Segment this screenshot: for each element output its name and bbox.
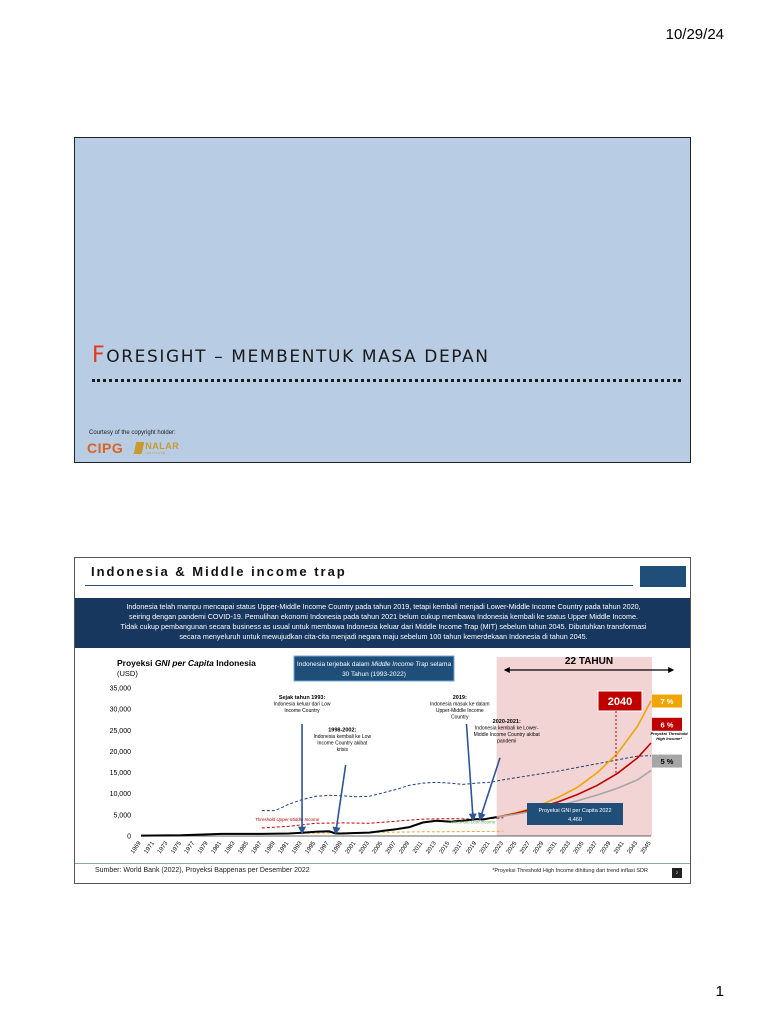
annotation-line: Indonesia kembali ke Lower- bbox=[474, 725, 539, 732]
trap-box-line-2: 30 Tahun (1993-2022) bbox=[342, 671, 406, 678]
x-tick-label: 1979 bbox=[197, 840, 210, 856]
courtesy-text: Courtesy of the copyright holder: bbox=[89, 430, 176, 436]
trap-box-line-1: Indonesia terjebak dalam Middle Income Trap selama bbox=[296, 661, 452, 668]
annotation-line: Indonesia kembali ke Low bbox=[313, 734, 372, 741]
series-label: Threshold Upper-Middle Income bbox=[255, 816, 320, 822]
x-tick-label: 2023 bbox=[492, 840, 506, 856]
slide-2-title: Indonesia & Middle income trap bbox=[91, 564, 347, 579]
x-tick-label: 2021 bbox=[479, 840, 492, 856]
x-tick-label: 2037 bbox=[586, 840, 599, 856]
x-tick-label: 1989 bbox=[264, 840, 277, 856]
gni-chart bbox=[75, 651, 691, 866]
x-tick-label: 1987 bbox=[250, 840, 264, 856]
slide-1-title bbox=[92, 343, 490, 368]
gni-2022-line-1: Proyeksi GNI per Capita 2022 bbox=[538, 808, 612, 814]
slide-1-title-rest: ORESIGHT – MEMBENTUK MASA DEPAN bbox=[106, 347, 490, 367]
x-tick-label: 2027 bbox=[519, 840, 532, 856]
slide-1-title-initial: F bbox=[92, 343, 107, 368]
slide-page-number: 2 bbox=[672, 868, 682, 878]
title-dotted-divider bbox=[92, 379, 681, 382]
document-date: 10/29/24 bbox=[665, 26, 724, 43]
y-tick-label: 35,000 bbox=[109, 685, 131, 693]
annotation-line: Upper-Middle Income bbox=[435, 707, 484, 714]
x-tick-label: 1975 bbox=[170, 840, 183, 856]
slide-2 bbox=[74, 557, 691, 884]
x-tick-label: 2013 bbox=[425, 840, 438, 856]
x-tick-label: 2029 bbox=[532, 840, 546, 856]
x-tick-label: 2001 bbox=[344, 840, 358, 856]
annotation-heading: 2020-2021: bbox=[492, 719, 521, 726]
y-tick-label: 10,000 bbox=[109, 791, 131, 799]
x-tick-label: 2007 bbox=[385, 840, 398, 856]
y-tick-label: 5,000 bbox=[113, 812, 131, 820]
x-tick-label: 2009 bbox=[398, 840, 412, 856]
x-tick-label: 2015 bbox=[438, 840, 452, 856]
x-tick-label: 2043 bbox=[626, 840, 640, 856]
annotation-line: Indonesia keluar dari Low bbox=[273, 701, 331, 708]
x-tick-label: 1971 bbox=[143, 840, 157, 856]
x-tick-label: 2035 bbox=[572, 840, 586, 856]
y-axis-ticks bbox=[110, 686, 132, 841]
annotation-line: Country bbox=[450, 714, 469, 721]
x-tick-label: 2041 bbox=[613, 840, 626, 856]
annotation-line: Indonesia masuk ke dalam bbox=[430, 701, 490, 708]
x-tick-label: 1969 bbox=[130, 840, 143, 856]
x-tick-label: 1991 bbox=[277, 840, 291, 856]
annotation-heading: 1998-2002: bbox=[328, 727, 357, 734]
x-tick-label: 2033 bbox=[559, 840, 573, 856]
annotation-line: Middle Income Country akibat bbox=[473, 732, 540, 739]
span-label: 22 TAHUN bbox=[564, 656, 614, 667]
growth-label: 5 % bbox=[660, 757, 674, 767]
x-tick-label: 2031 bbox=[546, 840, 559, 856]
annotation-line: Income Country akibat bbox=[317, 740, 368, 747]
slide-1 bbox=[74, 137, 691, 463]
annotation-heading: Sejak tahun 1993: bbox=[278, 694, 326, 701]
banner-line: secara menyeluruh untuk mewujudkan cita-cita menjadi negara maju sebelum 100 tahun kemerdekaan Indonesia di tahun 2045. bbox=[179, 632, 588, 641]
x-tick-label: 1977 bbox=[183, 840, 197, 856]
x-tick-label: 2019 bbox=[465, 840, 479, 856]
x-tick-label: 2045 bbox=[640, 840, 653, 856]
y-tick-label: 15,000 bbox=[109, 770, 131, 778]
banner-line: Indonesia telah mampu mencapai status Upper-Middle Income Country pada tahun 2019, tetapi kembali menjadi Lower-Middle Income Country pada tahun 2020, bbox=[126, 602, 641, 611]
y-tick-label: 0 bbox=[127, 833, 131, 841]
annotation-line: pandemi bbox=[497, 738, 517, 745]
x-tick-label: 2003 bbox=[358, 840, 371, 856]
source-text: Sumber: World Bank (2022), Proyeksi Bappenas per Desember 2022 bbox=[95, 867, 310, 874]
x-tick-label: 2017 bbox=[452, 840, 465, 856]
title-accent-box bbox=[640, 566, 686, 587]
footnote-text: *Proyeksi Threshold High Income dihitung dari trend inflasi SDR bbox=[492, 868, 648, 874]
banner-line: seiring dengan pandemi COVID-19. Pemulihan ekonomi Indonesia pada tahun 2021 belum cukup membawa Indonesia kembali ke status Upper Middle Income. bbox=[128, 612, 638, 621]
series-label: Threshold Low Income bbox=[449, 819, 496, 825]
gni-2022-line-2: 4,460 bbox=[568, 817, 582, 823]
x-tick-label: 1973 bbox=[156, 840, 170, 856]
y-tick-label: 25,000 bbox=[109, 727, 131, 735]
x-axis-ticks bbox=[130, 840, 653, 855]
y-tick-label: 20,000 bbox=[109, 748, 131, 756]
y-tick-label: 30,000 bbox=[109, 706, 131, 714]
annotation-heading: 2019: bbox=[452, 694, 467, 701]
footer-rule bbox=[75, 863, 691, 864]
x-tick-label: 1983 bbox=[224, 840, 237, 856]
growth-label: 6 % bbox=[660, 720, 674, 730]
x-tick-label: 2011 bbox=[412, 840, 425, 855]
annotation-arrow bbox=[466, 724, 473, 820]
x-tick-label: 1993 bbox=[291, 840, 304, 856]
x-tick-label: 1997 bbox=[317, 840, 331, 856]
growth-label: 7 % bbox=[660, 697, 674, 707]
nalar-logo-mark bbox=[134, 442, 145, 454]
logo-row bbox=[87, 440, 179, 456]
page-number: 1 bbox=[715, 983, 724, 1000]
x-tick-label: 2025 bbox=[505, 840, 519, 856]
annotation-line: krisis bbox=[336, 747, 349, 754]
chart-unit: (USD) bbox=[117, 669, 138, 678]
x-tick-label: 1995 bbox=[304, 840, 318, 856]
year-2040-label: 2040 bbox=[607, 696, 633, 708]
nalar-logo-subtext: INSTITUTE bbox=[145, 450, 166, 455]
x-tick-label: 1981 bbox=[210, 840, 224, 856]
nalar-logo bbox=[135, 442, 179, 455]
x-tick-label: 1999 bbox=[331, 840, 344, 856]
summary-banner bbox=[75, 598, 691, 648]
annotation-line: Income Country bbox=[284, 707, 320, 714]
x-tick-label: 2039 bbox=[599, 840, 613, 856]
cipg-logo: CIPG bbox=[87, 440, 124, 456]
high-income-label-line-1: Proyeksi Threshold bbox=[650, 731, 688, 736]
title-underline bbox=[85, 585, 633, 586]
x-tick-label: 2005 bbox=[371, 840, 385, 856]
banner-line: Tidak cukup pembangunan secara business as usual untuk membawa Indonesia keluar dari Middle Income Trap (MIT) sebelum tahun 2045. Dibutuhkan transformasi bbox=[120, 622, 647, 631]
nalar-logo-text: NALAR bbox=[145, 440, 180, 451]
x-tick-label: 1985 bbox=[237, 840, 251, 856]
chart-title: Proyeksi GNI per Capita Indonesia bbox=[117, 658, 256, 668]
high-income-label-line-2: High Income* bbox=[656, 736, 682, 741]
